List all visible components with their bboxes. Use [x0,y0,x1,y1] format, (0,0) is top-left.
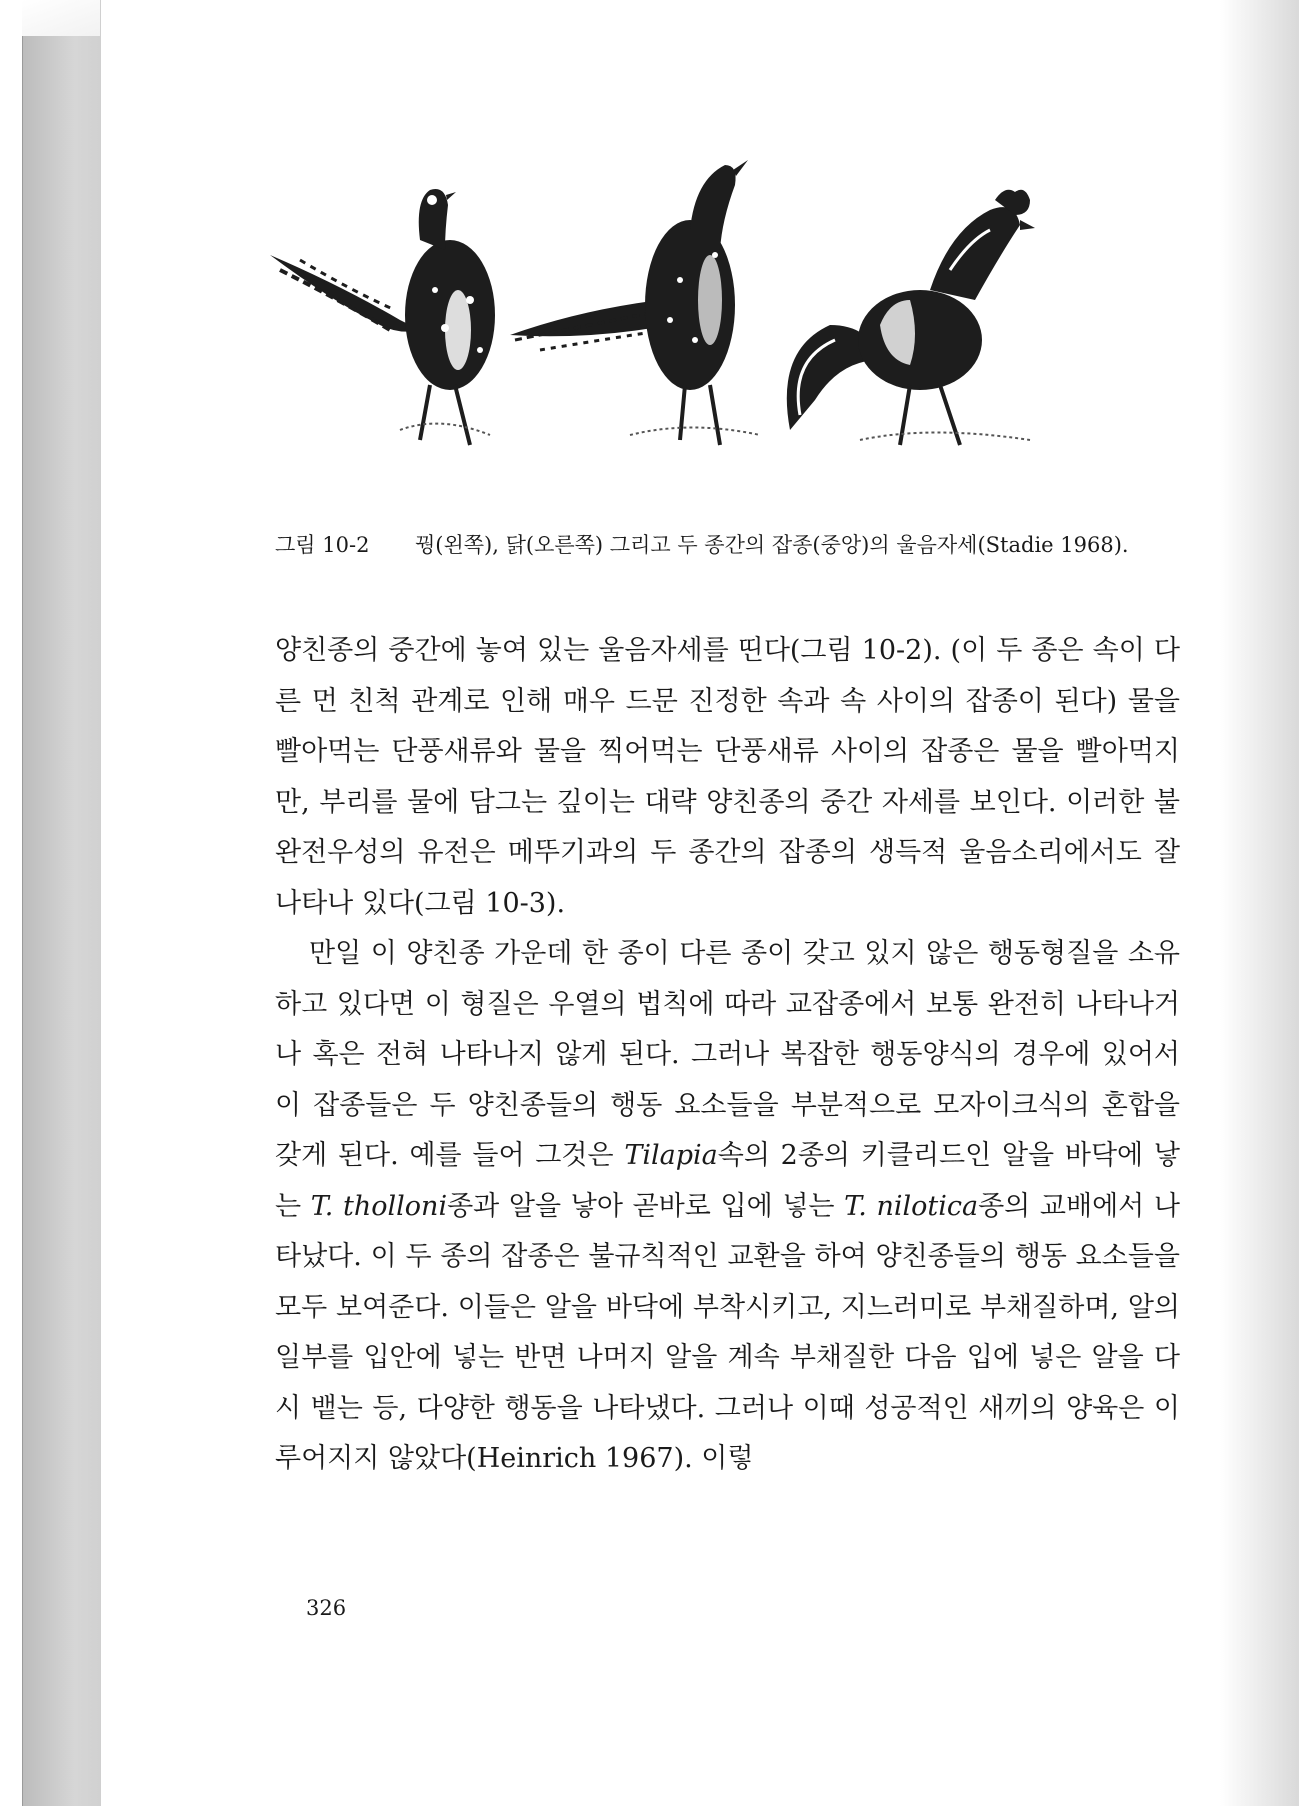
figure-caption-label: 그림 10-2 [275,533,370,557]
paragraph-2-part-2: 속의 2종의 키클리드인 알을 바닥에 낳는 [275,1140,1180,1222]
species-tholloni: T. tholloni [310,1190,448,1222]
figure-caption-text: 꿩(왼쪽), 닭(오른쪽) 그리고 두 종간의 잡종(중앙)의 울음자세(Stadie 1968). [415,533,1129,557]
genus-tilapia: Tilapia [624,1140,718,1171]
rooster-drawing [787,190,1035,445]
hybrid-drawing [510,160,760,445]
paragraph-2-part-4: 종의 교배에서 나타났다. 이 두 종의 잡종은 불규칙적인 교환을 하여 양친종들의 행동 요소들을 모두 보여준다. 이들은 알을 바닥에 부착시키고, 지느러미로 부채질하며, 알의 일부를 입안에 넣는 반면 나머지 알을 계속 부채질한 다음 입에 넣은 알을 다시 뱉는 등, 다양한 행동을 나타냈다. 그러나 이때 성공적인 새끼의 양육은 이루어지지 않았다(Heinrich 1967). 이렇 [275,1190,1181,1474]
paragraph-2-part-3: 종과 알을 낳아 곧바로 입에 넣는 [447,1190,845,1222]
paragraph-2 [275,929,1180,1485]
species-nilotica: T. nilotica [844,1190,979,1222]
pheasant-drawing [270,189,495,445]
figure-caption [275,528,1195,562]
paragraph-2-part-1: 만일 이 양친종 가운데 한 종이 다른 종이 갖고 있지 않은 행동형질을 소유하고 있다면 이 형질은 우열의 법칙에 따라 교잡종에서 보통 완전히 나타나거나 혹은 전혀 나타나지 않게 된다. 그러나 복잡한 행동양식의 경우에 있어서 이 잡종들은 두 양친종들의 행동 요소들을 부분적으로 모자이크식의 혼합을 갖게 된다. 예를 들어 그것은 [275,938,1180,1171]
book-top-edge [22,0,112,40]
body-text [275,626,1180,1485]
book-spine [22,36,109,1806]
page-edge-shadow [1220,0,1299,1806]
figure-10-2-illustration [270,160,1200,510]
paragraph-1: 양친종의 중간에 놓여 있는 울음자세를 띤다(그림 10-2). (이 두 종은 속이 다른 먼 친척 관계로 인해 매우 드문 진정한 속과 속 사이의 잡종이 된다) 물을 빨아먹는 단풍새류와 물을 찍어먹는 단풍새류 사이의 잡종은 물을 빨아먹지만, 부리를 물에 담그는 깊이는 대략 양친종의 중간 자세를 보인다. 이러한 불완전우성의 유전은 메뚜기과의 두 종간의 잡종의 생득적 울음소리에서도 잘 나타나 있다(그림 10-3). [275,635,1180,919]
page-number: 326 [306,1596,347,1620]
